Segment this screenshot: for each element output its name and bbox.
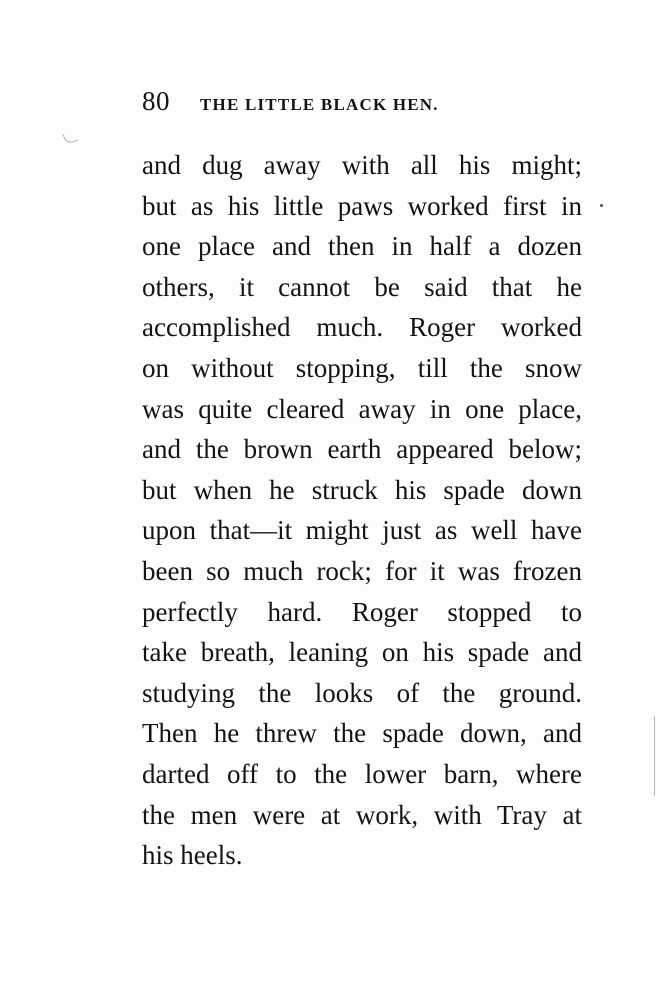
- text-line: Then he threw the spade down, and: [142, 718, 582, 749]
- page-number: 80: [142, 86, 170, 116]
- text-line: but when he struck his spade down: [142, 474, 582, 505]
- text-line: but as his little paws worked first in: [142, 190, 582, 221]
- text-line: studying the looks of the ground.: [142, 677, 582, 708]
- text-line: accomplished much. Roger worked: [142, 312, 582, 343]
- text-line: one place and then in half a dozen: [142, 231, 582, 262]
- text-line: on without stopping, till the snow: [142, 352, 582, 383]
- running-title: THE LITTLE BLACK HEN.: [200, 95, 439, 114]
- text-line: darted off to the lower barn, where: [142, 758, 582, 789]
- text-line: been so much rock; for it was frozen: [142, 555, 582, 586]
- text-line: take breath, leaning on his spade and: [142, 637, 582, 668]
- ink-speck: [600, 204, 603, 207]
- body-text: [142, 145, 582, 876]
- text-line: perfectly hard. Roger stopped to: [142, 596, 582, 627]
- text-line: the men were at work, with Tray at: [142, 799, 582, 830]
- text-line: and the brown earth appeared below;: [142, 434, 582, 465]
- text-line: and dug away with all his might;: [142, 150, 582, 180]
- text-line: his heels.: [142, 840, 243, 871]
- text-line: upon that—it might just as well have: [142, 515, 582, 546]
- running-head: [142, 86, 582, 122]
- page-edge-line: [654, 716, 655, 796]
- text-line: others, it cannot be said that he: [142, 271, 582, 302]
- text-line: was quite cleared away in one place,: [142, 393, 582, 424]
- margin-mark: [63, 130, 79, 145]
